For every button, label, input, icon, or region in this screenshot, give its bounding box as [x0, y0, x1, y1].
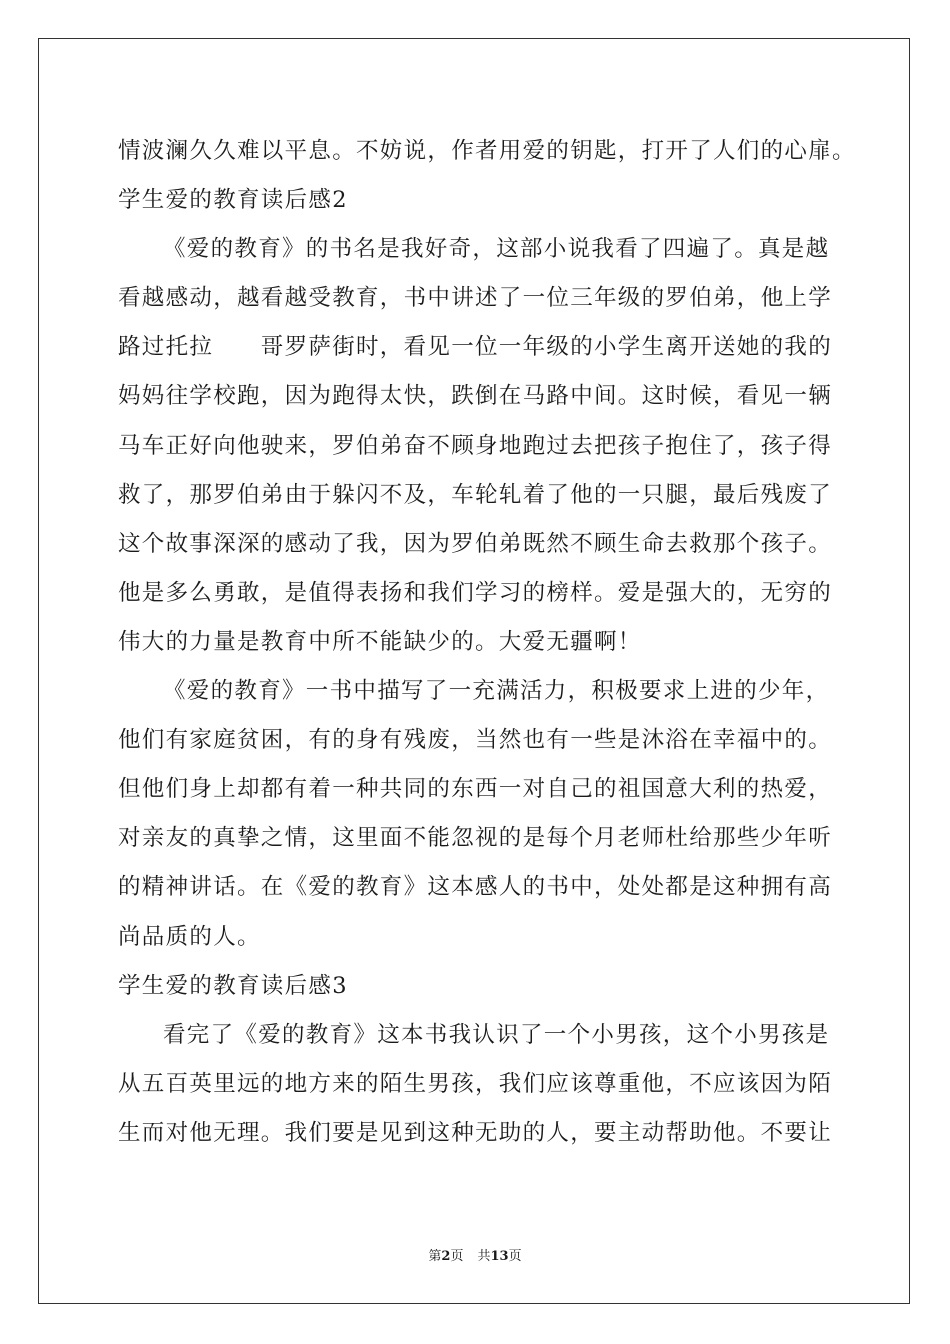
text-line: 学生爱的教育读后感3	[118, 972, 348, 999]
text-line: 的精神讲话。在《爱的教育》这本感人的书中，处处都是这种拥有高	[118, 874, 833, 901]
text-line: 马车正好向他驶来，罗伯弟奋不顾身地跑过去把孩子抱住了，孩子得	[118, 432, 833, 459]
text-line: 这个故事深深的感动了我，因为罗伯弟既然不顾生命去救那个孩子。	[118, 530, 833, 557]
total-prefix: 共	[477, 1249, 491, 1264]
text-line: 伟大的力量是教育中所不能缺少的。大爱无疆啊！	[118, 628, 642, 655]
text-line: 学生爱的教育读后感2	[118, 187, 348, 214]
text-line: 但他们身上却都有着一种共同的东西一对自己的祖国意大利的热爱，	[118, 776, 833, 803]
text-line: 对亲友的真挚之情，这里面不能忽视的是每个月老师杜给那些少年听	[118, 825, 833, 852]
page-number: 2	[441, 1249, 451, 1264]
text-line: 《爱的教育》的书名是我好奇，这部小说我看了四遍了。真是越	[163, 236, 830, 263]
page-footer	[0, 1249, 950, 1265]
total-pages: 13	[490, 1249, 509, 1264]
text-line: 看越感动，越看越受教育，书中讲述了一位三年级的罗伯弟，他上学	[118, 285, 833, 312]
page-suffix: 页	[450, 1249, 464, 1264]
text-line: 看完了《爱的教育》这本书我认识了一个小男孩，这个小男孩是	[163, 1021, 830, 1048]
text-line: 妈妈往学校跑，因为跑得太快，跌倒在马路中间。这时候，看见一辆	[118, 383, 833, 410]
page-prefix: 第	[428, 1249, 442, 1264]
text-line: 尚品质的人。	[118, 923, 261, 950]
total-suffix: 页	[508, 1249, 522, 1264]
text-line: 他们有家庭贫困，有的身有残废，当然也有一些是沐浴在幸福中的。	[118, 727, 833, 754]
text-line: 《爱的教育》一书中描写了一充满活力，积极要求上进的少年，	[163, 678, 830, 705]
text-line: 生而对他无理。我们要是见到这种无助的人，要主动帮助他。不要让	[118, 1119, 833, 1146]
text-line: 救了，那罗伯弟由于躲闪不及，车轮轧着了他的一只腿，最后残废了	[118, 481, 833, 508]
text-line: 情波澜久久难以平息。不妨说，作者用爱的钥匙，打开了人们的心扉。	[118, 138, 856, 164]
document-body	[118, 127, 856, 1158]
text-line: 从五百英里远的地方来的陌生男孩，我们应该尊重他，不应该因为陌	[118, 1070, 833, 1097]
text-line: 他是多么勇敢，是值得表扬和我们学习的榜样。爱是强大的，无穷的	[118, 579, 833, 606]
text-line: 路过托拉 哥罗萨街时，看见一位一年级的小学生离开送她的我的	[118, 334, 833, 361]
